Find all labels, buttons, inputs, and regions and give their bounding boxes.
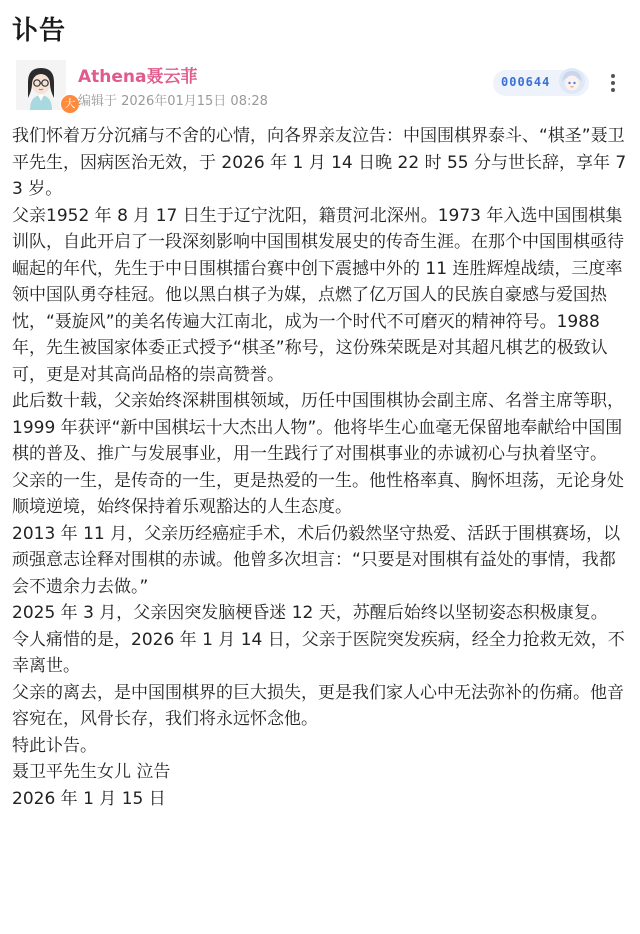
avatar[interactable] (16, 60, 76, 110)
more-vertical-icon[interactable] (603, 70, 623, 96)
edit-timestamp: 编辑于 2026年01月15日 08:28 (78, 94, 268, 109)
avatar-illustration (16, 60, 66, 110)
article-paragraph: 父亲的一生，是传奇的一生，更是热爱的一生。他性格率真、胸怀坦荡，无论身处顺境逆境，始终保持着乐观豁达的人生态度。 (12, 470, 624, 517)
author-name[interactable]: Athena聂云菲 (78, 67, 198, 87)
article-paragraph: 2025 年 3 月，父亲因突发脑梗昏迷 12 天，苏醒后始终以坚韧姿态积极康复。 (12, 603, 608, 623)
author-bar (0, 58, 640, 114)
article-paragraph: 此后数十载，父亲始终深耕围棋领域，历任中国围棋协会副主席、名誉主席等职，1999 年获评“新中国棋坛十大杰出人物”。他将毕生心血毫无保留地奉献给中国围棋的普及、推广与发展事业，用一生践行了对围棋事业的赤诚初心与执着坚守。 (12, 391, 624, 464)
article-paragraph: 我们怀着万分沉痛与不舍的心情，向各界亲友泣告：中国围棋界泰斗、“棋圣”聂卫平先生，因病医治无效，于 2026 年 1 月 14 日晚 22 时 55 分与世长辞，享年 73 岁。 (12, 126, 627, 199)
article-paragraph: 特此讣告。 (12, 735, 97, 756)
article-paragraph: 父亲的离去，是中国围棋界的巨大损失，更是我们家人心中无法弥补的伤痛。他音容宛在，风骨长存，我们将永远怀念他。 (12, 682, 624, 729)
article-date: 2026 年 1 月 15 日 (12, 788, 166, 809)
fan-badge[interactable] (493, 70, 589, 96)
article-signature: 聂卫平先生女儿 泣告 (12, 762, 171, 782)
article-paragraph: 父亲1952 年 8 月 17 日生于辽宁沈阳，籍贯河北深州。1973 年入选中国围棋集训队，自此开启了一段深刻影响中国围棋发展史的传奇生涯。在那个中国围棋亟待崛起的年代，先生于中日围棋擂台赛中创下震撼中外的 11 连胜辉煌战绩，三度率领中国队勇夺桂冠。他以黑白棋子为媒，点燃了亿万国人的民族自豪感与爱国热忱，“聂旋风”的美名传遍大江南北，成为一个时代不可磨灭的精神符号。1988 年，先生被国家体委正式授予“棋圣”称号，这份殊荣既是对其超凡棋艺的极致认可，更是对其高尚品格的崇高赞誉。 (12, 205, 624, 385)
article-body (12, 123, 630, 812)
article-paragraph: 2013 年 11 月，父亲历经癌症手术，术后仍毅然坚守热爱、活跃于围棋赛场，以顽强意志诠释对围棋的赤诚。他曾多次坦言：“只要是对围棋有益处的事情，我都会不遗余力去做。” (12, 523, 621, 597)
fan-badge-number: 000644 (501, 75, 551, 89)
fan-badge-character-icon (557, 66, 587, 96)
article-paragraph: 令人痛惜的是，2026 年 1 月 14 日，父亲于医院突发疾病，经全力抢救无效，不幸离世。 (12, 629, 625, 676)
page-title: 讣告 (12, 16, 67, 46)
vip-badge: 大 (60, 94, 80, 114)
